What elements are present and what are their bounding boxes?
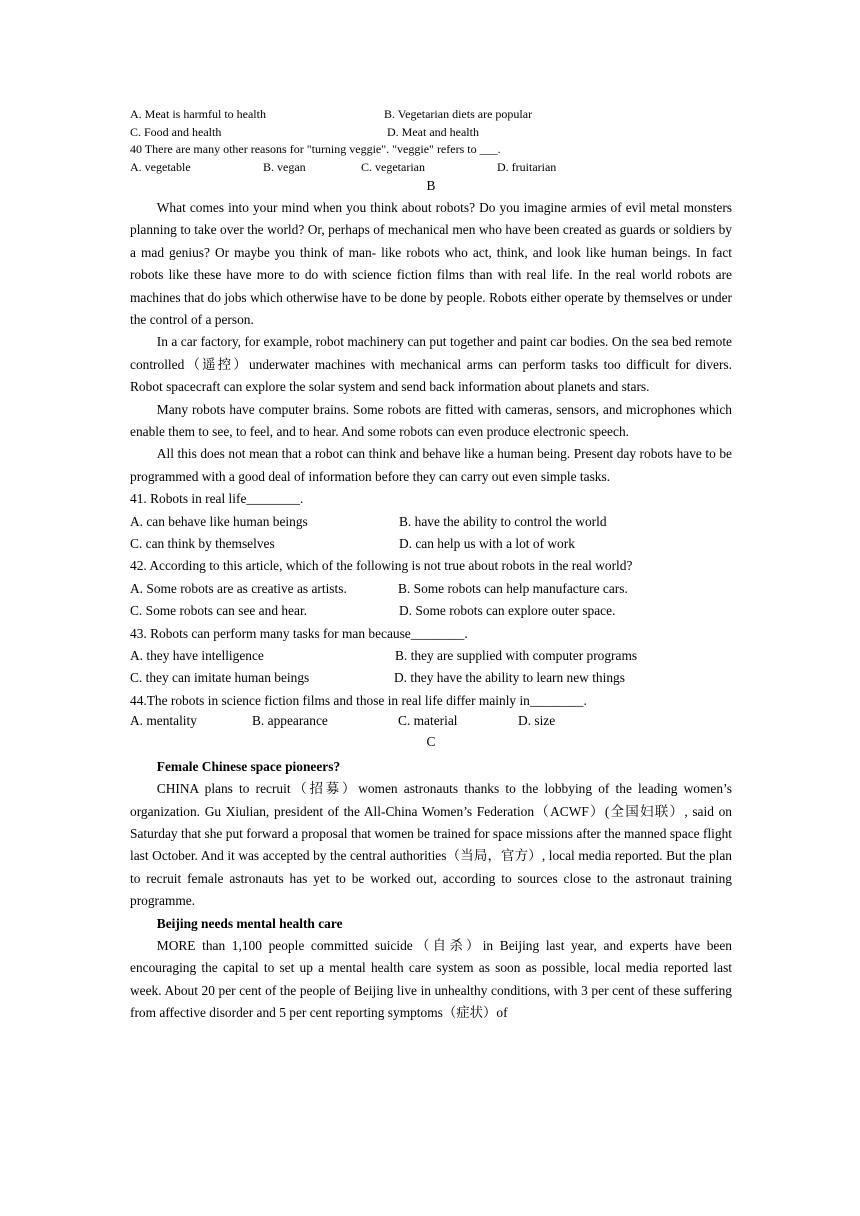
option-d: D. Some robots can explore outer space. [399, 603, 616, 619]
question-40 [130, 141, 732, 159]
option-a: A. mentality [130, 713, 197, 729]
section-label-b: B [426, 178, 436, 193]
section-b-passage [130, 197, 732, 488]
option-b: B. vegan [263, 159, 306, 174]
question-options-row [130, 712, 732, 730]
question-stem: 40 There are many other reasons for "turning veggie". "veggie" refers to ___. [130, 142, 501, 156]
option-a: A. can behave like human beings [130, 513, 308, 529]
article-paragraph: MORE than 1,100 people committed suicide（自杀）in Beijing last year, and experts have been encouraging the capital to set up a mental health care system as soon as possible, local media reported last week. About 20 per cent of the people of Beijing live in unhealthy conditions, with 3 per cent of these suffering from affective disorder and 5 per cent reporting symptoms（症状）of [130, 937, 732, 1021]
article-title: Female Chinese space pioneers? [156, 758, 341, 774]
option-a: A. Meat is harmful to health [130, 107, 266, 121]
question-options-row [130, 667, 732, 689]
exam-page [130, 106, 732, 1025]
passage-paragraph: Many robots have computer brains. Some robots are fitted with cameras, sensors, and microphones which enable them to see, to feel, and to hear. And some robots can even produce electronic speech. [130, 401, 732, 440]
question-options-row [130, 645, 732, 667]
option-c: C. can think by themselves [130, 536, 275, 552]
option-d: D. Meat and health [387, 124, 479, 139]
question-40-options [130, 159, 732, 177]
question-stem: 43. Robots can perform many tasks for man because________. [130, 625, 468, 641]
option-c: C. vegetarian [361, 159, 425, 174]
option-c: C. Some robots can see and hear. [130, 603, 308, 619]
option-d: D. fruitarian [497, 159, 557, 174]
passage-paragraph: In a car factory, for example, robot machinery can put together and paint car bodies. On the sea bed remote controlled（遥控）underwater machines with mechanical arms can perform tasks too difficult for divers. Robot spacecraft can explore the solar system and send back information about planets and stars. [130, 334, 732, 395]
option-b: B. they are supplied with computer programs [395, 648, 638, 664]
question-options-row [130, 511, 732, 533]
prev-question-options [130, 106, 732, 176]
question-stem: 42. According to this article, which of the following is not true about robots in the real world? [130, 558, 633, 574]
passage-paragraph: All this does not mean that a robot can think and behave like a human being. Present day robots have to be programmed with a good deal of information before they can carry out even simple tasks. [130, 446, 732, 484]
question-stem: 44.The robots in science fiction films and those in real life differ mainly in________. [130, 692, 587, 708]
option-d: D. can help us with a lot of work [399, 536, 575, 552]
question-42-stem [130, 555, 732, 577]
option-b: B. Some robots can help manufacture cars. [398, 580, 628, 596]
option-a: A. they have intelligence [130, 648, 264, 664]
option-b: B. have the ability to control the world [399, 513, 607, 529]
question-options-row [130, 600, 732, 622]
section-b-questions [130, 488, 732, 729]
option-c: C. Food and health [130, 124, 222, 139]
option-d: D. size [518, 713, 556, 729]
option-a: A. vegetable [130, 159, 191, 174]
passage-paragraph: What comes into your mind when you think about robots? Do you imagine armies of evil metal monsters planning to take over the world? Or, perhaps of mechanical men who have been created as guards or soldiers by a mad genius? Or maybe you think of man- like robots who act, think, and look like human beings. In fact robots like these have more to do with science fiction films than with real life. In the real world robots are machines that do jobs which otherwise have to be done by people. Robots either operate by themselves or under the control of a person. [130, 200, 732, 328]
option-row [130, 124, 732, 142]
article-title: Beijing needs mental health care [156, 915, 343, 931]
question-43-stem [130, 623, 732, 645]
option-d: D. they have the ability to learn new things [394, 670, 625, 686]
article-paragraph: CHINA plans to recruit（招募）women astronauts thanks to the lobbying of the leading women’s organization. Gu Xiulian, president of the All-China Women’s Federation（ACWF）(全国妇联）, said on Saturday that she put forward a proposal that women be trained for space missions after the manned space flight last October. And it was accepted by the central authorities（当局，官方）, local media reported. But the plan to recruit female astronauts has yet to be worked out, according to sources close to the astronaut training programme. [130, 781, 732, 909]
question-options-row [130, 533, 732, 555]
option-row [130, 106, 732, 124]
question-41-stem [130, 488, 732, 510]
option-c: C. they can imitate human beings [130, 670, 310, 686]
option-b: B. Vegetarian diets are popular [384, 107, 533, 121]
question-44-stem [130, 690, 732, 712]
option-b: B. appearance [252, 713, 328, 729]
section-label-c: C [426, 733, 436, 749]
question-stem: 41. Robots in real life________. [130, 491, 304, 507]
section-c-passage [130, 756, 732, 1025]
option-a: A. Some robots are as creative as artists. [130, 580, 347, 596]
option-c: C. material [398, 713, 458, 729]
question-options-row [130, 578, 732, 600]
